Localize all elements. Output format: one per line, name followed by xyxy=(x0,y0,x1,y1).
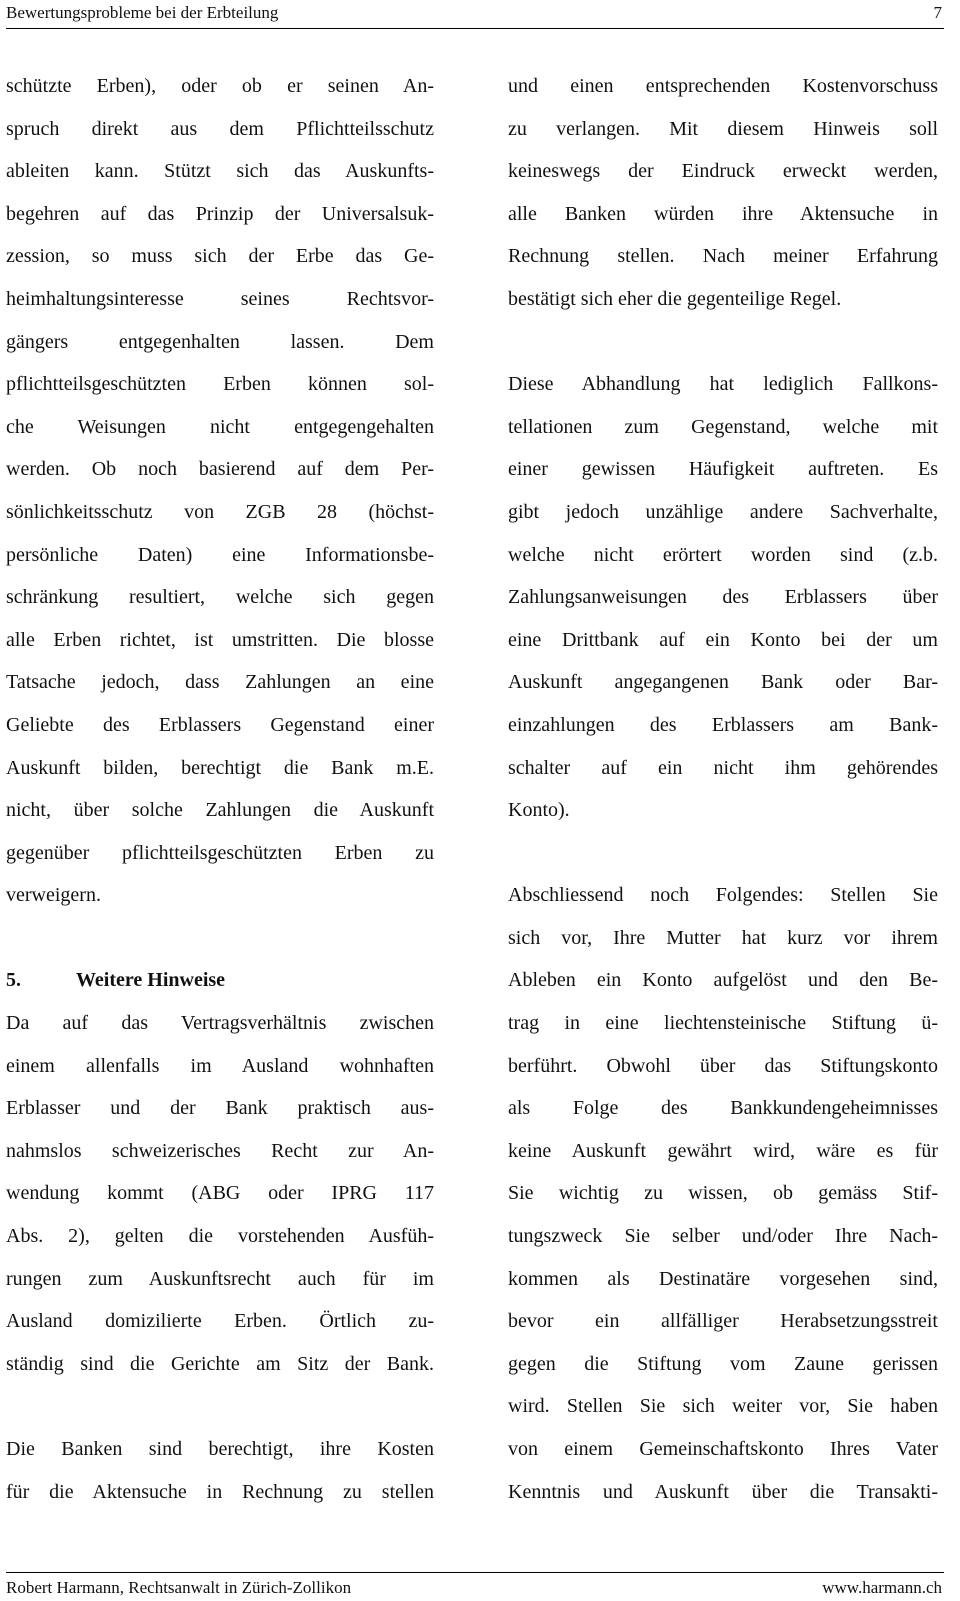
text-line: che Weisungen nicht entgegengehalten xyxy=(6,415,434,438)
right-column xyxy=(508,65,938,1513)
text-line: einzahlungen des Erblassers am Bank- xyxy=(508,713,938,736)
text-line: Geliebte des Erblassers Gegenstand einer xyxy=(6,713,434,736)
paragraph-gap xyxy=(508,832,938,875)
left-paragraph-2 xyxy=(6,1002,434,1385)
text-line: spruch direkt aus dem Pflichtteilsschutz xyxy=(6,117,434,140)
right-paragraph-2 xyxy=(508,363,938,832)
text-line: Erblasser und der Bank praktisch aus- xyxy=(6,1097,434,1120)
text-line: gängers entgegenhalten lassen. Dem xyxy=(6,330,434,353)
text-line: welche nicht erörtert worden sind (z.b. xyxy=(508,543,938,566)
text-line: tungszweck Sie selber und/oder Ihre Nach- xyxy=(508,1225,938,1248)
left-paragraph-1 xyxy=(6,65,434,917)
text-line: heimhaltungsinteresse seines Rechtsvor- xyxy=(6,287,434,310)
text-line: einer gewissen Häufigkeit auftreten. Es xyxy=(508,458,938,481)
text-line: verweigern. xyxy=(6,884,101,907)
page-number: 7 xyxy=(933,3,942,22)
text-line: schalter auf ein nicht ihm gehörendes xyxy=(508,756,938,779)
right-paragraph-3 xyxy=(508,874,938,1513)
text-line: Ableben ein Konto aufgelöst und den Be- xyxy=(508,969,938,992)
text-line: von einem Gemeinschaftskonto Ihres Vater xyxy=(508,1438,938,1460)
text-line: pflichtteilsgeschützten Erben können sol- xyxy=(6,373,434,396)
right-paragraph-1 xyxy=(508,65,938,321)
text-line: sönlichkeitsschutz von ZGB 28 (höchst- xyxy=(6,500,434,523)
text-line: Diese Abhandlung hat lediglich Fallkons- xyxy=(508,373,938,396)
text-line: werden. Ob noch basierend auf dem Per- xyxy=(6,458,434,481)
section-number: 5. xyxy=(6,969,21,992)
text-line: für die Aktensuche in Rechnung zu stellen xyxy=(6,1480,434,1503)
text-line: Da auf das Vertragsverhältnis zwischen xyxy=(6,1012,434,1035)
footer-website: www.harmann.ch xyxy=(822,1578,942,1597)
text-line: alle Erben richtet, ist umstritten. Die blosse xyxy=(6,628,434,651)
text-line: nahmslos schweizerisches Recht zur An- xyxy=(6,1139,434,1162)
text-line: als Folge des Bankkundengeheimnisses xyxy=(508,1097,938,1120)
text-line: Tatsache jedoch, dass Zahlungen an eine xyxy=(6,671,434,694)
text-line: Konto). xyxy=(508,799,570,822)
text-line: trag in eine liechtensteinische Stiftung ü- xyxy=(508,1012,938,1035)
text-line: Ausland domizilierte Erben. Örtlich zu- xyxy=(6,1310,434,1333)
text-line: zu verlangen. Mit diesem Hinweis soll xyxy=(508,117,938,140)
text-line: begehren auf das Prinzip der Universalsuk- xyxy=(6,202,434,225)
text-line: schützte Erben), oder ob er seinen An- xyxy=(6,75,434,97)
text-line: Sie wichtig zu wissen, ob gemäss Stif- xyxy=(508,1182,938,1205)
text-line: Rechnung stellen. Nach meiner Erfahrung xyxy=(508,245,938,268)
text-line: alle Banken würden ihre Aktensuche in xyxy=(508,202,938,225)
left-column xyxy=(6,65,434,1513)
page-header xyxy=(6,0,944,29)
paragraph-gap xyxy=(508,321,938,364)
text-line: eine Drittbank auf ein Konto bei der um xyxy=(508,628,938,651)
text-line: kommen als Destinatäre vorgesehen sind, xyxy=(508,1267,938,1290)
text-line: ständig sind die Gerichte am Sitz der Bank. xyxy=(6,1352,434,1375)
text-line: persönliche Daten) eine Informationsbe- xyxy=(6,543,434,566)
text-line: gegen die Stiftung vom Zaune gerissen xyxy=(508,1352,938,1375)
section-title: Weitere Hinweise xyxy=(76,969,226,992)
text-line: schränkung resultiert, welche sich gegen xyxy=(6,586,434,609)
text-line: gibt jedoch unzählige andere Sachverhalte, xyxy=(508,500,938,523)
text-line: keineswegs der Eindruck erweckt werden, xyxy=(508,160,938,183)
text-line: gegenüber pflichtteilsgeschützten Erben zu xyxy=(6,841,434,864)
text-line: einem allenfalls im Ausland wohnhaften xyxy=(6,1054,434,1077)
footer-author: Robert Harmann, Rechtsanwalt in Zürich-Zollikon xyxy=(6,1578,352,1597)
text-line: Zahlungsanweisungen des Erblassers über xyxy=(508,586,938,609)
text-line: Abs. 2), gelten die vorstehenden Ausfüh- xyxy=(6,1225,434,1248)
text-line: Auskunft bilden, berechtigt die Bank m.E. xyxy=(6,756,434,779)
text-line: Die Banken sind berechtigt, ihre Kosten xyxy=(6,1438,434,1460)
running-title: Bewertungsprobleme bei der Erbteilung xyxy=(6,3,279,22)
text-line: keine Auskunft gewährt wird, wäre es für xyxy=(508,1139,938,1162)
paragraph-gap xyxy=(6,917,434,960)
text-line: bestätigt sich eher die gegenteilige Regel. xyxy=(508,287,842,310)
text-line: wendung kommt (ABG oder IPRG 117 xyxy=(6,1182,434,1205)
text-line: Kenntnis und Auskunft über die Transakti- xyxy=(508,1480,938,1503)
text-line: wird. Stellen Sie sich weiter vor, Sie haben xyxy=(508,1395,938,1418)
text-line: zession, so muss sich der Erbe das Ge- xyxy=(6,245,434,268)
text-line: rungen zum Auskunftsrecht auch für im xyxy=(6,1267,434,1290)
text-line: bevor ein allfälliger Herabsetzungsstreit xyxy=(508,1310,938,1333)
text-line: tellationen zum Gegenstand, welche mit xyxy=(508,415,938,438)
text-line: Auskunft angegangenen Bank oder Bar- xyxy=(508,671,938,694)
text-line: und einen entsprechenden Kostenvorschuss xyxy=(508,75,938,97)
text-line: nicht, über solche Zahlungen die Auskunft xyxy=(6,799,434,822)
paragraph-gap xyxy=(6,1385,434,1428)
left-paragraph-3 xyxy=(6,1428,434,1513)
text-line: sich vor, Ihre Mutter hat kurz vor ihrem xyxy=(508,926,938,949)
page-footer xyxy=(6,1572,944,1601)
text-line: ableiten kann. Stützt sich das Auskunfts- xyxy=(6,160,434,183)
section-heading xyxy=(6,959,434,1002)
text-line: Abschliessend noch Folgendes: Stellen Sie xyxy=(508,884,938,907)
text-line: berführt. Obwohl über das Stiftungskonto xyxy=(508,1054,938,1077)
